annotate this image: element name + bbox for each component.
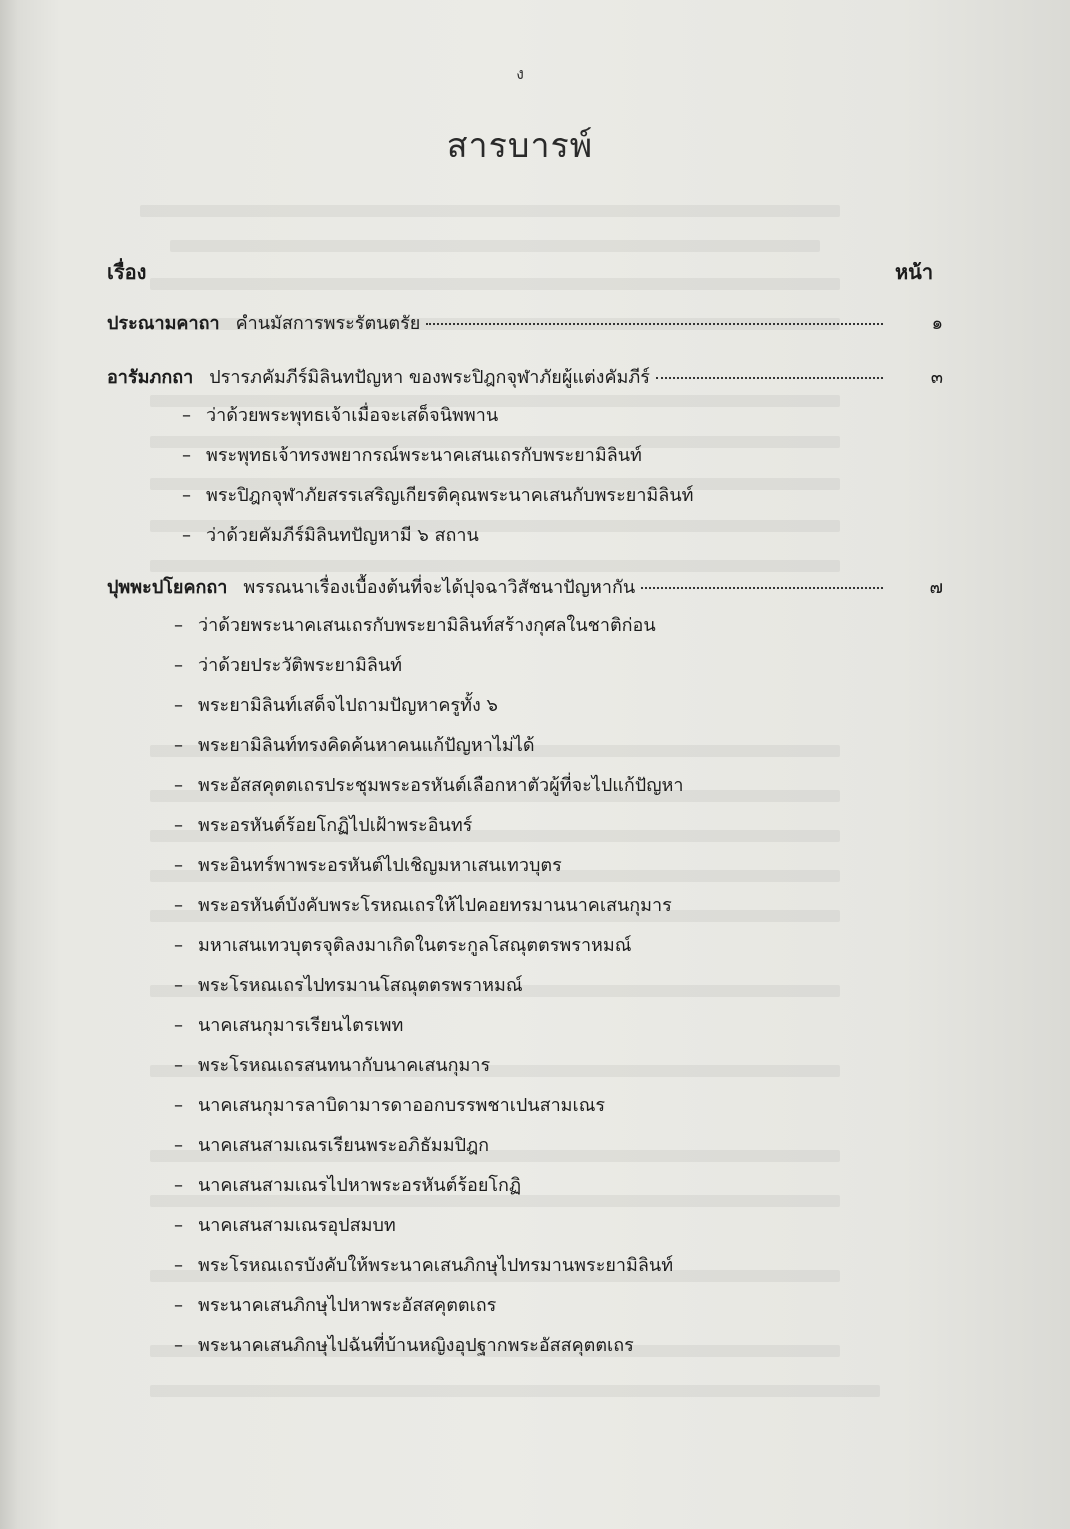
subsection-title: นาคเสนกุมารเรียนไตรเพท — [198, 1015, 404, 1036]
page-title: สารบารพ์ — [446, 126, 594, 166]
list-item[interactable] — [174, 810, 943, 850]
dot-leader — [426, 323, 883, 325]
list-item[interactable] — [174, 730, 943, 770]
list-item[interactable] — [174, 1210, 943, 1250]
dash-bullet: – — [174, 975, 183, 996]
section-name: ปุพพะปโยคกถา — [107, 577, 228, 598]
list-item[interactable] — [174, 770, 943, 810]
subsection-title: พระอัสสคุตตเถรประชุมพระอรหันต์เลือกหาตัวผู้ที่จะไปแก้ปัญหา — [198, 775, 684, 796]
subsection-title: นาคเสนกุมารลาบิดามารดาออกบรรพชาเปนสามเณร — [198, 1095, 606, 1116]
subsection-title: พระปิฎกจุฬาภัยสรรเสริญเกียรติคุณพระนาคเสนกับพระยามิลินท์ — [206, 485, 694, 506]
subsection-title: พระนาคเสนภิกษุไปหาพระอัสสคุตตเถร — [198, 1295, 497, 1316]
list-item[interactable] — [174, 1290, 943, 1330]
column-header-page: หน้า — [895, 260, 934, 284]
list-item[interactable] — [182, 440, 943, 480]
dash-bullet: – — [174, 935, 183, 956]
dash-bullet: – — [174, 1335, 183, 1356]
subsection-title: พระโรหณเถรไปทรมานโสณุตตรพราหมณ์ — [198, 975, 523, 996]
list-item[interactable] — [174, 890, 943, 930]
subsection-title: พระอรหันต์บังคับพระโรหณเถรให้ไปคอยทรมานนาคเสนกุมาร — [198, 895, 672, 916]
section-name: ประณามคาถา — [107, 313, 220, 334]
dash-bullet: – — [182, 485, 191, 506]
dot-leader — [641, 587, 883, 589]
dash-bullet: – — [174, 655, 183, 676]
dash-bullet: – — [182, 525, 191, 546]
toc-entry[interactable] — [107, 362, 943, 394]
section-name: อารัมภกถา — [107, 367, 194, 388]
subsection-title: พระอรหันต์ร้อยโกฏิไปเฝ้าพระอินทร์ — [198, 815, 473, 836]
section-description: ปรารภคัมภีร์มิลินทปัญหา ของพระปิฎกจุฬาภัยผู้แต่งคัมภีร์ — [209, 367, 650, 388]
subsection-title: พระนาคเสนภิกษุไปฉันที่บ้านหญิงอุปฐากพระอัสสคุตตเถร — [198, 1335, 634, 1356]
list-item[interactable] — [174, 1050, 943, 1090]
dash-bullet: – — [174, 735, 183, 756]
list-item[interactable] — [174, 1170, 943, 1210]
dash-bullet: – — [174, 895, 183, 916]
dash-bullet: – — [174, 1295, 183, 1316]
section-description: พรรณนาเรื่องเบื้องต้นที่จะได้ปุจฉาวิสัชนาปัญหากัน — [243, 577, 636, 598]
list-item[interactable] — [174, 1090, 943, 1130]
dash-bullet: – — [182, 445, 191, 466]
subsection-title: พระพุทธเจ้าทรงพยากรณ์พระนาคเสนเถรกับพระยามิลินท์ — [206, 445, 642, 466]
list-item[interactable] — [174, 930, 943, 970]
dash-bullet: – — [174, 1215, 183, 1236]
page-number: ง — [516, 64, 524, 83]
list-item[interactable] — [174, 970, 943, 1010]
list-item[interactable] — [174, 850, 943, 890]
toc-section — [107, 308, 943, 340]
subsection-list — [182, 400, 943, 560]
subsection-title: นาคเสนสามเณรอุปสมบท — [198, 1215, 396, 1236]
list-item[interactable] — [174, 1250, 943, 1290]
subsection-list — [174, 610, 943, 1370]
dash-bullet: – — [174, 1095, 183, 1116]
dash-bullet: – — [174, 695, 183, 716]
toc-entry[interactable] — [107, 572, 943, 604]
dash-bullet: – — [174, 615, 183, 636]
list-item[interactable] — [182, 520, 943, 560]
subsection-title: มหาเสนเทวบุตรจุติลงมาเกิดในตระกูลโสณุตตรพราหมณ์ — [198, 935, 632, 956]
list-item[interactable] — [174, 1130, 943, 1170]
dash-bullet: – — [174, 855, 183, 876]
column-header-topic: เรื่อง — [107, 260, 147, 284]
dash-bullet: – — [174, 1255, 183, 1276]
subsection-title: พระยามิลินท์เสด็จไปถามปัญหาครูทั้ง ๖ — [198, 695, 498, 716]
dash-bullet: – — [174, 1175, 183, 1196]
toc-section — [107, 362, 943, 560]
dash-bullet: – — [174, 1135, 183, 1156]
subsection-title: ว่าด้วยพระพุทธเจ้าเมื่อจะเสด็จนิพพาน — [206, 405, 499, 426]
dash-bullet: – — [174, 775, 183, 796]
section-page-number: ๗ — [929, 577, 943, 598]
toc-entry[interactable] — [107, 308, 943, 340]
list-item[interactable] — [174, 690, 943, 730]
list-item[interactable] — [174, 650, 943, 690]
subsection-title: พระอินทร์พาพระอรหันต์ไปเชิญมหาเสนเทวบุตร — [198, 855, 562, 876]
dash-bullet: – — [174, 815, 183, 836]
list-item[interactable] — [174, 1010, 943, 1050]
subsection-title: ว่าด้วยพระนาคเสนเถรกับพระยามิลินท์สร้างกุศลในชาติก่อน — [198, 615, 656, 636]
section-page-number: ๑ — [931, 313, 943, 334]
list-item[interactable] — [174, 610, 943, 650]
subsection-title: ว่าด้วยคัมภีร์มิลินทปัญหามี ๖ สถาน — [206, 525, 479, 546]
list-item[interactable] — [182, 400, 943, 440]
dot-leader — [656, 377, 883, 379]
subsection-title: พระยามิลินท์ทรงคิดค้นหาคนแก้ปัญหาไม่ได้ — [198, 735, 535, 756]
subsection-title: ว่าด้วยประวัติพระยามิลินท์ — [198, 655, 403, 676]
toc-section — [107, 572, 943, 1370]
section-page-number: ๓ — [930, 367, 943, 388]
subsection-title: นาคเสนสามเณรไปหาพระอรหันต์ร้อยโกฏิ — [198, 1175, 522, 1196]
subsection-title: พระโรหณเถรบังคับให้พระนาคเสนภิกษุไปทรมานพระยามิลินท์ — [198, 1255, 674, 1276]
list-item[interactable] — [182, 480, 943, 520]
dash-bullet: – — [174, 1055, 183, 1076]
section-description: คำนมัสการพระรัตนตรัย — [235, 313, 421, 334]
subsection-title: พระโรหณเถรสนทนากับนาคเสนกุมาร — [198, 1055, 491, 1076]
dash-bullet: – — [182, 405, 191, 426]
list-item[interactable] — [174, 1330, 943, 1370]
subsection-title: นาคเสนสามเณรเรียนพระอภิธัมมปิฎก — [198, 1135, 490, 1156]
dash-bullet: – — [174, 1015, 183, 1036]
